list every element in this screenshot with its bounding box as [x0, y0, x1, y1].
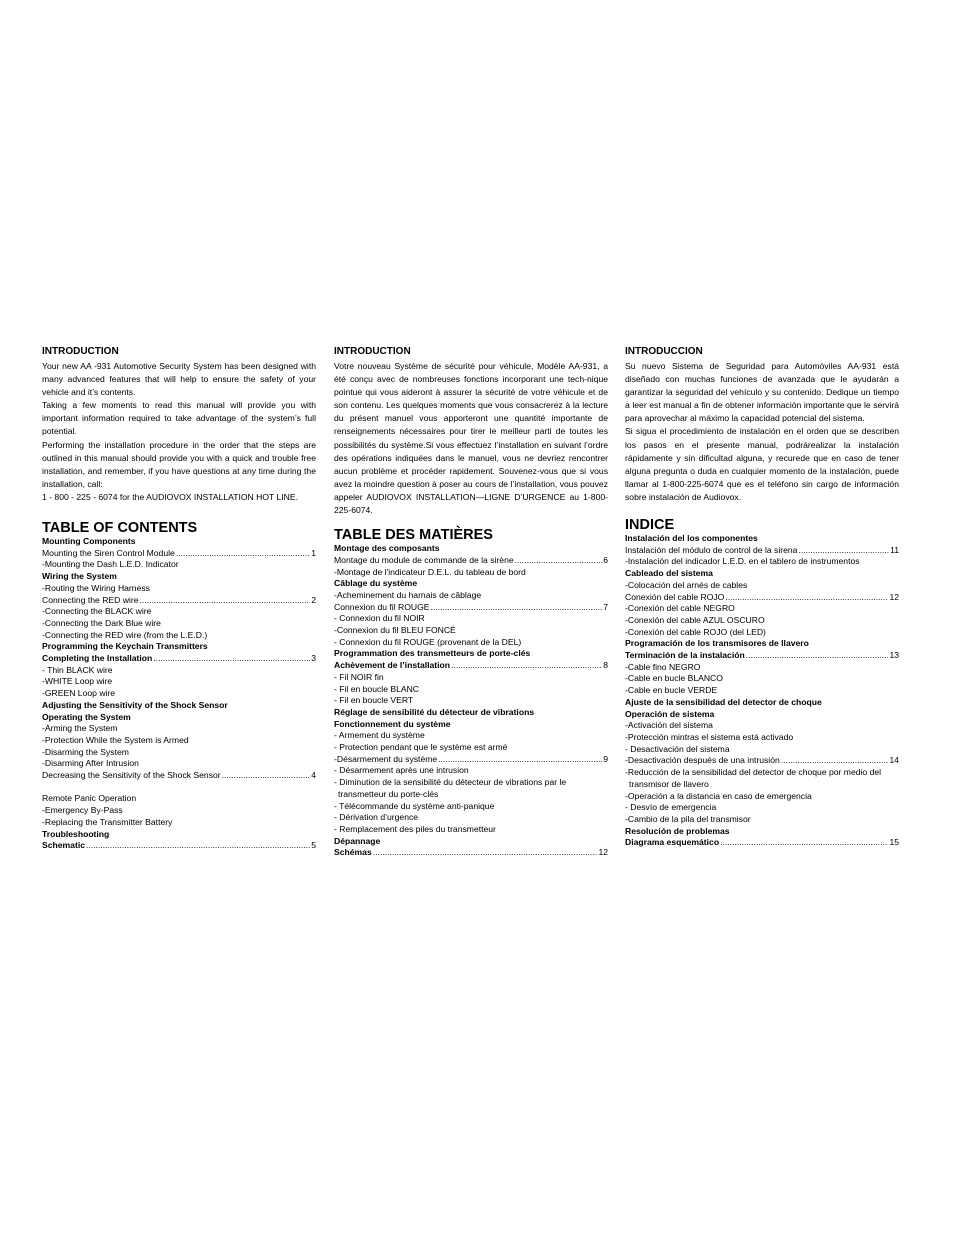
toc-entry-label: Fonctionnement du système [334, 718, 451, 729]
toc-page-number: 7 [603, 601, 608, 612]
toc-entry-label: Programming the Keychain Transmitters [42, 641, 208, 652]
toc-entry [625, 592, 899, 604]
toc-page-number: 9 [603, 753, 608, 764]
toc-entry [42, 618, 316, 630]
toc-entry-label: - Armement du système [334, 730, 425, 741]
toc-entry [625, 744, 899, 756]
toc-section-heading [625, 837, 899, 849]
toc-entry [625, 603, 899, 615]
toc-page-number: 6 [603, 554, 608, 565]
toc-entry [625, 779, 899, 791]
toc-entry-label: Operating the System [42, 711, 131, 722]
toc-entry-label: -Cable fino NEGRO [625, 661, 701, 672]
toc-entry [625, 755, 899, 767]
toc-entry-label: -Colocación del arnés de cables [625, 579, 748, 590]
toc-entry [42, 595, 316, 607]
toc-entry [625, 545, 899, 557]
toc-entry-label: -Operación a la distancia en caso de emergencia [625, 790, 812, 801]
toc-entry-label: - Desvío de emergencia [625, 802, 717, 813]
intro-paragraph: Your new AA -931 Automotive Security System has been designed with many advanced features that will help to ensure the safety of your vehicle and it’s contents. [42, 361, 316, 398]
toc-entry-label: -Connecting the RED wire (from the L.E.D.) [42, 629, 208, 640]
toc-entry [42, 630, 316, 642]
toc-entry [42, 688, 316, 700]
intro-heading: INTRODUCTION [334, 346, 411, 357]
toc-dot-leader [222, 770, 311, 782]
toc-dot-leader [451, 660, 602, 672]
toc-title: TABLE OF CONTENTS [42, 520, 198, 537]
toc-dot-leader [373, 847, 598, 859]
toc-page-number: 12 [598, 847, 608, 858]
toc-entry [42, 676, 316, 688]
table-of-contents [334, 543, 608, 859]
toc-entry-label: Schémas [334, 847, 372, 858]
intro-heading: INTRODUCCION [625, 346, 703, 357]
table-of-contents [625, 533, 899, 849]
toc-page-number: 13 [889, 650, 899, 661]
intro-paragraph: Performing the installation procedure in the order that the steps are outlined in this manual should provide you with a quick and trouble free installation, and remember, if you have questions at any time during the installation, call: [42, 439, 316, 489]
intro-paragraph: Taking a few moments to read this manual will provide you with important information required to take advantage of the system’s full potential. [42, 400, 316, 437]
toc-section-heading [334, 660, 608, 672]
column-french [334, 346, 608, 859]
toc-entry-label: transmetteur du porte-clés [338, 788, 439, 799]
toc-section-heading [625, 709, 899, 721]
intro-paragraph: Votre nouveau Système de sécurité pour véhicule, Modèle AA-931, a été conçu avec de nombreuses fonctions incorporant une tech-nique pointue qui vous aideront à assurer la sécurité de votre véhicule et de son contenu. Les quelques moments que vous consacrerez à la lecture du présent manuel vous apporteront une quantité importante de renseignements nécessaires pour tirer le meilleur parti de toutes les possibilités du système.Si vous effectuez l’installation en suivant l’ordre des opérations indiquées dans le manuel, vous ne devriez rencontrer aucun problème et procéder rapidement. Souvenez-vous que si vous avez la moindre question à poser au cours de l’installation, vous pouvez appeler AUDIOVOX INSTALLATION—LIGNE D’URGENCE au 1-800-225-6074. [334, 361, 608, 516]
toc-entry-label: - Desactivación del sistema [625, 743, 730, 754]
toc-dot-leader [153, 653, 310, 665]
toc-entry-label: -Connecting the Dark Blue wire [42, 617, 161, 628]
toc-entry-label: - Remplacement des piles du transmetteur [334, 824, 496, 834]
toc-section-heading [625, 826, 899, 838]
toc-entry [334, 625, 608, 637]
toc-entry-label: Connecting the RED wire [42, 594, 139, 605]
toc-entry [42, 735, 316, 747]
toc-page-number: 1 [311, 547, 316, 558]
toc-section-heading [42, 536, 316, 548]
toc-entry [625, 720, 899, 732]
intro-heading: INTRODUCTION [42, 346, 119, 357]
toc-entry [334, 555, 608, 567]
toc-section-heading [334, 707, 608, 719]
hotline-text: 1 - 800 - 225 - 6074 for the AUDIOVOX INSTALLATION HOT LINE. [42, 491, 299, 502]
intro-paragraph: Su nuevo Sistema de Seguridad para Automóviles AA-931 está diseñado con muchas funciones de avanzada que le ayudarán a garantizar la seguridad del vehículo y su contenido. Dedique un tiempo a leer est manual a fin de obtener información importante que le servirá para aprovechar al máximo la capacidad potencial del sistema. [625, 361, 899, 424]
toc-section-heading [334, 719, 608, 731]
toc-entry-label: Montage du module de commande de la sirène [334, 554, 514, 565]
toc-entry [625, 673, 899, 685]
toc-section-heading [625, 638, 899, 650]
toc-page-number: 4 [311, 770, 316, 781]
toc-entry-label: - Désarmement après une intrusion [334, 765, 469, 776]
toc-entry [334, 824, 608, 836]
toc-section-heading [42, 712, 316, 724]
toc-entry-label: -Instalación del indicador L.E.D. en el tablero de instrumentos [625, 556, 860, 567]
toc-entry-label: Réglage de sensibilité du détecteur de vibrations [334, 706, 535, 717]
toc-page-number: 15 [889, 837, 899, 848]
toc-entry [334, 567, 608, 579]
toc-section-heading [42, 571, 316, 583]
toc-entry-label: -Disarming After Intrusion [42, 758, 139, 769]
toc-entry [334, 789, 608, 801]
toc-entry [334, 812, 608, 824]
toc-entry-label: -Protección mintras el sistema está activado [625, 731, 794, 742]
toc-section-heading [42, 840, 316, 852]
toc-entry-label: -Conexión del cable NEGRO [625, 603, 735, 614]
toc-section-heading [42, 700, 316, 712]
toc-entry-label: Troubleshooting [42, 828, 110, 839]
toc-entry-label: - Protection pendant que le système est armé [334, 742, 508, 753]
toc-dot-leader [720, 837, 888, 849]
toc-dot-leader [438, 754, 602, 766]
toc-section-heading [42, 653, 316, 665]
toc-section-heading [42, 829, 316, 841]
toc-entry [42, 817, 316, 829]
toc-section-heading [625, 533, 899, 545]
toc-entry-label: Wiring the System [42, 571, 117, 582]
toc-entry-label: Achèvement de l’installation [334, 660, 451, 671]
toc-dot-leader [725, 592, 888, 604]
toc-entry [42, 723, 316, 735]
toc-entry [334, 730, 608, 742]
toc-section-heading [625, 697, 899, 709]
toc-entry [334, 765, 608, 777]
toc-entry-label: -Emergency By-Pass [42, 805, 123, 816]
toc-entry-label: - Fil en boucle BLANC [334, 683, 420, 694]
toc-section-heading [625, 568, 899, 580]
toc-entry [625, 767, 899, 779]
column-english [42, 346, 316, 852]
toc-entry [334, 684, 608, 696]
column-spanish [625, 346, 899, 849]
toc-entry [334, 637, 608, 649]
toc-entry-label: -Protection While the System is Armed [42, 734, 189, 745]
toc-entry-label: -Connecting the BLACK wire [42, 606, 152, 617]
toc-entry [625, 556, 899, 568]
toc-entry-label: -Replacing the Transmitter Battery [42, 816, 173, 827]
toc-entry [334, 613, 608, 625]
toc-entry-label: -Disarming the System [42, 746, 129, 757]
toc-entry [625, 615, 899, 627]
intro-paragraph: Si sigua el procedimiento de instalación en el orden que se describen los pasos en el presente manual, podrárealizar la instalación rápidamente y sin dificultad alguna, y recurede que en caso de tener alguna pregunta o duda en cualquier momento de la instalación, puede llamar al 1-800-225-6074 que es el teléfono sin cargo de información sobre instalación de Audiovox. [625, 426, 899, 502]
toc-entry [42, 805, 316, 817]
toc-dot-leader [781, 755, 889, 767]
toc-section-heading [42, 641, 316, 653]
toc-entry-label: Conexión del cable ROJO [625, 591, 725, 602]
toc-entry-label: -Routing the Wiring Harness [42, 582, 150, 593]
toc-entry-label: -GREEN Loop wire [42, 688, 116, 699]
toc-entry [625, 685, 899, 697]
toc-entry-label: - Dérivation d’urgence [334, 812, 419, 823]
toc-entry-label: Diagrama esquemático [625, 837, 720, 848]
toc-title: TABLE DES MATIÈRES [334, 527, 493, 544]
toc-entry-label: - Fil NOIR fin [334, 671, 384, 682]
toc-entry-label: Instalación del los componentes [625, 533, 758, 544]
toc-entry-label: -Conexión del cable ROJO (del LED) [625, 626, 766, 637]
toc-page-number: 2 [311, 594, 316, 605]
toc-entry-label: -Cable en bucle BLANCO [625, 673, 723, 684]
toc-entry-label: - Thin BLACK wire [42, 664, 113, 675]
toc-entry-label: Connexion du fil ROUGE [334, 601, 430, 612]
toc-entry-label: -Cable en bucle VERDE [625, 685, 718, 696]
toc-spacer [42, 782, 316, 794]
toc-entry [42, 665, 316, 677]
toc-entry [625, 662, 899, 674]
toc-entry-label: -Reducción de la sensibilidad del detector de choque por medio del [625, 767, 882, 778]
toc-dot-leader [746, 650, 889, 662]
toc-entry-label: - Diminution de la sensibilité du détecteur de vibrations par le [334, 777, 567, 788]
toc-entry-label: -Connexion du fil BLEU FONCÉ [334, 625, 456, 636]
toc-page-number: 8 [603, 660, 608, 671]
toc-page-number: 12 [889, 591, 899, 602]
toc-entry [625, 627, 899, 639]
toc-section-heading [334, 543, 608, 555]
toc-entry [625, 814, 899, 826]
toc-entry-label: Montage des composants [334, 543, 440, 554]
toc-entry-label: Resolución de problemas [625, 825, 730, 836]
toc-entry-label: Dépannage [334, 835, 381, 846]
toc-entry [334, 801, 608, 813]
toc-entry-label: Adjusting the Sensitivity of the Shock Sensor [42, 699, 228, 710]
toc-entry-label: -WHITE Loop wire [42, 676, 113, 687]
toc-entry [625, 802, 899, 814]
toc-entry-label: - Télécommande du système anti-panique [334, 800, 495, 811]
toc-entry-label: -Desactivación después de una intrusión [625, 755, 780, 766]
toc-entry-label: Programación de los transmisores de llavero [625, 638, 809, 649]
toc-entry-label: Câblage du système [334, 578, 418, 589]
toc-entry [42, 548, 316, 560]
toc-entry-label: -Montage de l'indicateur D.E.L. du tableau de bord [334, 566, 526, 577]
toc-dot-leader [140, 595, 311, 607]
toc-entry-label: Instalación del módulo de control de la sirena [625, 544, 798, 555]
toc-dot-leader [86, 840, 310, 852]
toc-entry-label: Programmation des transmetteurs de porte-clés [334, 648, 531, 659]
toc-entry [625, 580, 899, 592]
toc-entry-label: - Fil en boucle VERT [334, 695, 414, 706]
toc-entry-label: Mounting the Siren Control Module [42, 547, 175, 558]
toc-entry-label: -Arming the System [42, 723, 118, 734]
toc-dot-leader [431, 602, 603, 614]
toc-entry-label: Terminación de la instalación [625, 650, 745, 661]
toc-dot-leader [176, 548, 310, 560]
toc-entry [42, 747, 316, 759]
toc-entry-label: Remote Panic Operation [42, 793, 137, 804]
toc-title: INDICE [625, 517, 675, 534]
toc-entry-label: Cableado del sistema [625, 568, 713, 579]
toc-entry-label: transmisor de llavero [629, 778, 709, 789]
toc-page-number: 14 [889, 755, 899, 766]
toc-entry [42, 770, 316, 782]
toc-entry-label: -Mounting the Dash L.E.D. Indicator [42, 559, 179, 570]
toc-entry-label: Schematic [42, 840, 85, 851]
toc-entry [42, 583, 316, 595]
toc-entry-label: -Acheminement du harnais de câblage [334, 589, 482, 600]
toc-entry [334, 777, 608, 789]
toc-dot-leader [515, 555, 603, 567]
toc-entry-label: -Désarmement du système [334, 753, 438, 764]
toc-entry [334, 590, 608, 602]
toc-section-heading [334, 836, 608, 848]
toc-entry [625, 732, 899, 744]
toc-entry [42, 606, 316, 618]
toc-entry-label: Decreasing the Sensitivity of the Shock Sensor [42, 770, 221, 781]
toc-entry [334, 602, 608, 614]
toc-section-heading [334, 648, 608, 660]
toc-entry-label: -Activación del sistema [625, 720, 713, 731]
toc-entry [625, 791, 899, 803]
toc-entry [334, 695, 608, 707]
toc-page-number: 3 [311, 653, 316, 664]
toc-entry-label: Completing the Installation [42, 653, 153, 664]
toc-entry-label: Operación de sistema [625, 708, 715, 719]
toc-section-heading [625, 650, 899, 662]
toc-page-number: 5 [311, 840, 316, 851]
toc-entry [334, 672, 608, 684]
toc-section-heading [334, 847, 608, 859]
toc-entry-label: - Connexion du fil NOIR [334, 613, 425, 624]
toc-section-heading [334, 578, 608, 590]
toc-entry [42, 758, 316, 770]
toc-entry-label: Ajuste de la sensibilidad del detector de choque [625, 696, 822, 707]
toc-page-number: 11 [890, 544, 899, 555]
toc-entry [42, 559, 316, 571]
toc-entry [334, 742, 608, 754]
toc-entry-label: Mounting Components [42, 536, 136, 547]
toc-entry [334, 754, 608, 766]
toc-entry-label: -Conexión del cable AZUL OSCURO [625, 614, 765, 625]
toc-entry-label: -Cambio de la pila del transmisor [625, 813, 751, 824]
toc-entry [42, 793, 316, 805]
toc-dot-leader [798, 545, 889, 557]
table-of-contents [42, 536, 316, 852]
toc-entry-label: - Connexion du fil ROUGE (provenant de la DEL) [334, 636, 522, 647]
